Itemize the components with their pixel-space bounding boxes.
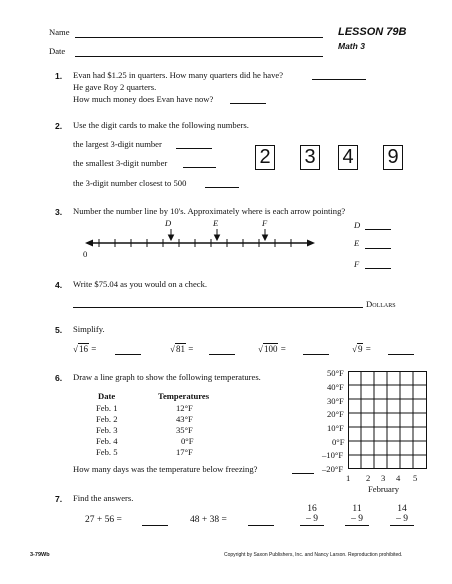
arrow-label-d: D <box>165 218 172 228</box>
y-tick: 40°F <box>327 382 344 392</box>
y-tick: 50°F <box>327 368 344 378</box>
arrow-label-e: E <box>213 218 219 228</box>
q7-prompt: Find the answers. <box>73 493 134 503</box>
footer-code: 3-79Wb <box>30 552 50 558</box>
table-header-date: Date <box>98 391 116 401</box>
subtraction-1-answer[interactable] <box>300 525 324 526</box>
q5-prompt: Simplify. <box>73 324 105 334</box>
table-date: Feb. 2 <box>96 414 118 424</box>
y-tick: 30°F <box>327 396 344 406</box>
y-tick: 10°F <box>327 423 344 433</box>
q1-number: 1. <box>55 71 63 81</box>
q2-number: 2. <box>55 121 63 131</box>
name-field[interactable] <box>75 37 323 38</box>
subject-label: Math 3 <box>338 41 365 51</box>
x-axis-label: February <box>368 484 400 494</box>
table-header-temp: Temperatures <box>158 391 210 401</box>
digit-card: 9 <box>383 145 403 170</box>
q1-line3: How much money does Evan have now? <box>73 94 214 104</box>
q6-question: How many days was the temperature below freezing? <box>73 464 258 474</box>
y-tick: –20°F <box>322 464 344 474</box>
sqrt-answer-1[interactable] <box>115 354 141 355</box>
x-tick: 3 <box>381 473 386 483</box>
x-tick: 1 <box>346 473 351 483</box>
answer-label-d: D <box>354 220 361 230</box>
name-label: Name <box>49 27 70 37</box>
addition-2-answer[interactable] <box>248 525 274 526</box>
table-temp: 12°F <box>176 403 193 413</box>
table-temp: 35°F <box>176 425 193 435</box>
sqrt-item-4: √9 = <box>352 344 371 354</box>
table-temp: 0°F <box>181 436 194 446</box>
addition-1-answer[interactable] <box>142 525 168 526</box>
subtraction-3: 14 – 9 <box>390 504 414 526</box>
sqrt-answer-4[interactable] <box>388 354 414 355</box>
subtraction-1: 16 – 9 <box>300 504 324 526</box>
q3-number: 3. <box>55 207 63 217</box>
arrow-label-f: F <box>262 218 268 228</box>
answer-label-e: E <box>354 238 360 248</box>
x-tick: 4 <box>396 473 401 483</box>
addition-2: 48 + 38 = <box>190 515 227 525</box>
table-date: Feb. 3 <box>96 425 118 435</box>
y-tick: –10°F <box>322 450 344 460</box>
table-temp: 43°F <box>176 414 193 424</box>
digit-card: 4 <box>338 145 358 170</box>
q4-number: 4. <box>55 280 63 290</box>
answer-field-d[interactable] <box>365 229 391 230</box>
subtraction-2: 11 – 9 <box>345 504 369 526</box>
subtraction-2-answer[interactable] <box>345 525 369 526</box>
q7-number: 7. <box>55 494 63 504</box>
q6-number: 6. <box>55 373 63 383</box>
footer-copyright: Copyright by Saxon Publishers, Inc. and Nancy Larson. Reproduction prohibited. <box>224 552 403 558</box>
q1-line1: Evan had $1.25 in quarters. How many quarters did he have? <box>73 70 284 80</box>
sqrt-answer-2[interactable] <box>209 354 235 355</box>
table-date: Feb. 1 <box>96 403 118 413</box>
q2-answer3[interactable] <box>205 187 239 188</box>
answer-label-f: F <box>354 259 360 269</box>
subtraction-3-answer[interactable] <box>390 525 414 526</box>
y-tick: 0°F <box>332 437 345 447</box>
x-tick: 5 <box>413 473 418 483</box>
sqrt-item-3: √100 = <box>258 344 286 354</box>
table-date: Feb. 4 <box>96 436 118 446</box>
q1-line2: He gave Roy 2 quarters. <box>73 82 157 92</box>
q2-answer2[interactable] <box>183 167 216 168</box>
y-tick: 20°F <box>327 409 344 419</box>
q5-number: 5. <box>55 325 63 335</box>
digit-card: 2 <box>255 145 275 170</box>
q6-prompt: Draw a line graph to show the following temperatures. <box>73 372 261 382</box>
q2-answer1[interactable] <box>176 148 212 149</box>
q2-item1: the largest 3-digit number <box>73 139 162 149</box>
table-date: Feb. 5 <box>96 447 118 457</box>
digit-card: 3 <box>300 145 320 170</box>
sqrt-item-2: √81 = <box>170 344 194 354</box>
sqrt-item-1: √16 = <box>73 344 97 354</box>
number-line <box>85 216 315 264</box>
q2-item3: the 3-digit number closest to 500 <box>73 178 187 188</box>
right-arrow-icon <box>307 240 315 247</box>
date-label: Date <box>49 46 66 56</box>
sqrt-answer-3[interactable] <box>303 354 329 355</box>
lesson-title: LESSON 79B <box>338 26 407 38</box>
check-amount-field[interactable] <box>73 307 363 308</box>
left-arrow-icon <box>85 240 93 247</box>
dollars-label: Dollars <box>366 299 396 309</box>
temperature-graph-grid[interactable] <box>348 371 428 471</box>
answer-field-f[interactable] <box>365 268 391 269</box>
number-line-zero: 0 <box>83 249 88 259</box>
q1-answer1[interactable] <box>312 79 366 80</box>
q2-item2: the smallest 3-digit number <box>73 158 168 168</box>
q2-prompt: Use the digit cards to make the following numbers. <box>73 120 249 130</box>
addition-1: 27 + 56 = <box>85 515 122 525</box>
table-temp: 17°F <box>176 447 193 457</box>
date-field[interactable] <box>75 56 323 57</box>
q6-answer[interactable] <box>292 473 314 474</box>
x-tick: 2 <box>366 473 371 483</box>
answer-field-e[interactable] <box>365 248 391 249</box>
q1-answer2[interactable] <box>230 103 266 104</box>
q4-prompt: Write $75.04 as you would on a check. <box>73 279 208 289</box>
q3-prompt: Number the number line by 10's. Approximately where is each arrow pointing? <box>73 206 346 216</box>
